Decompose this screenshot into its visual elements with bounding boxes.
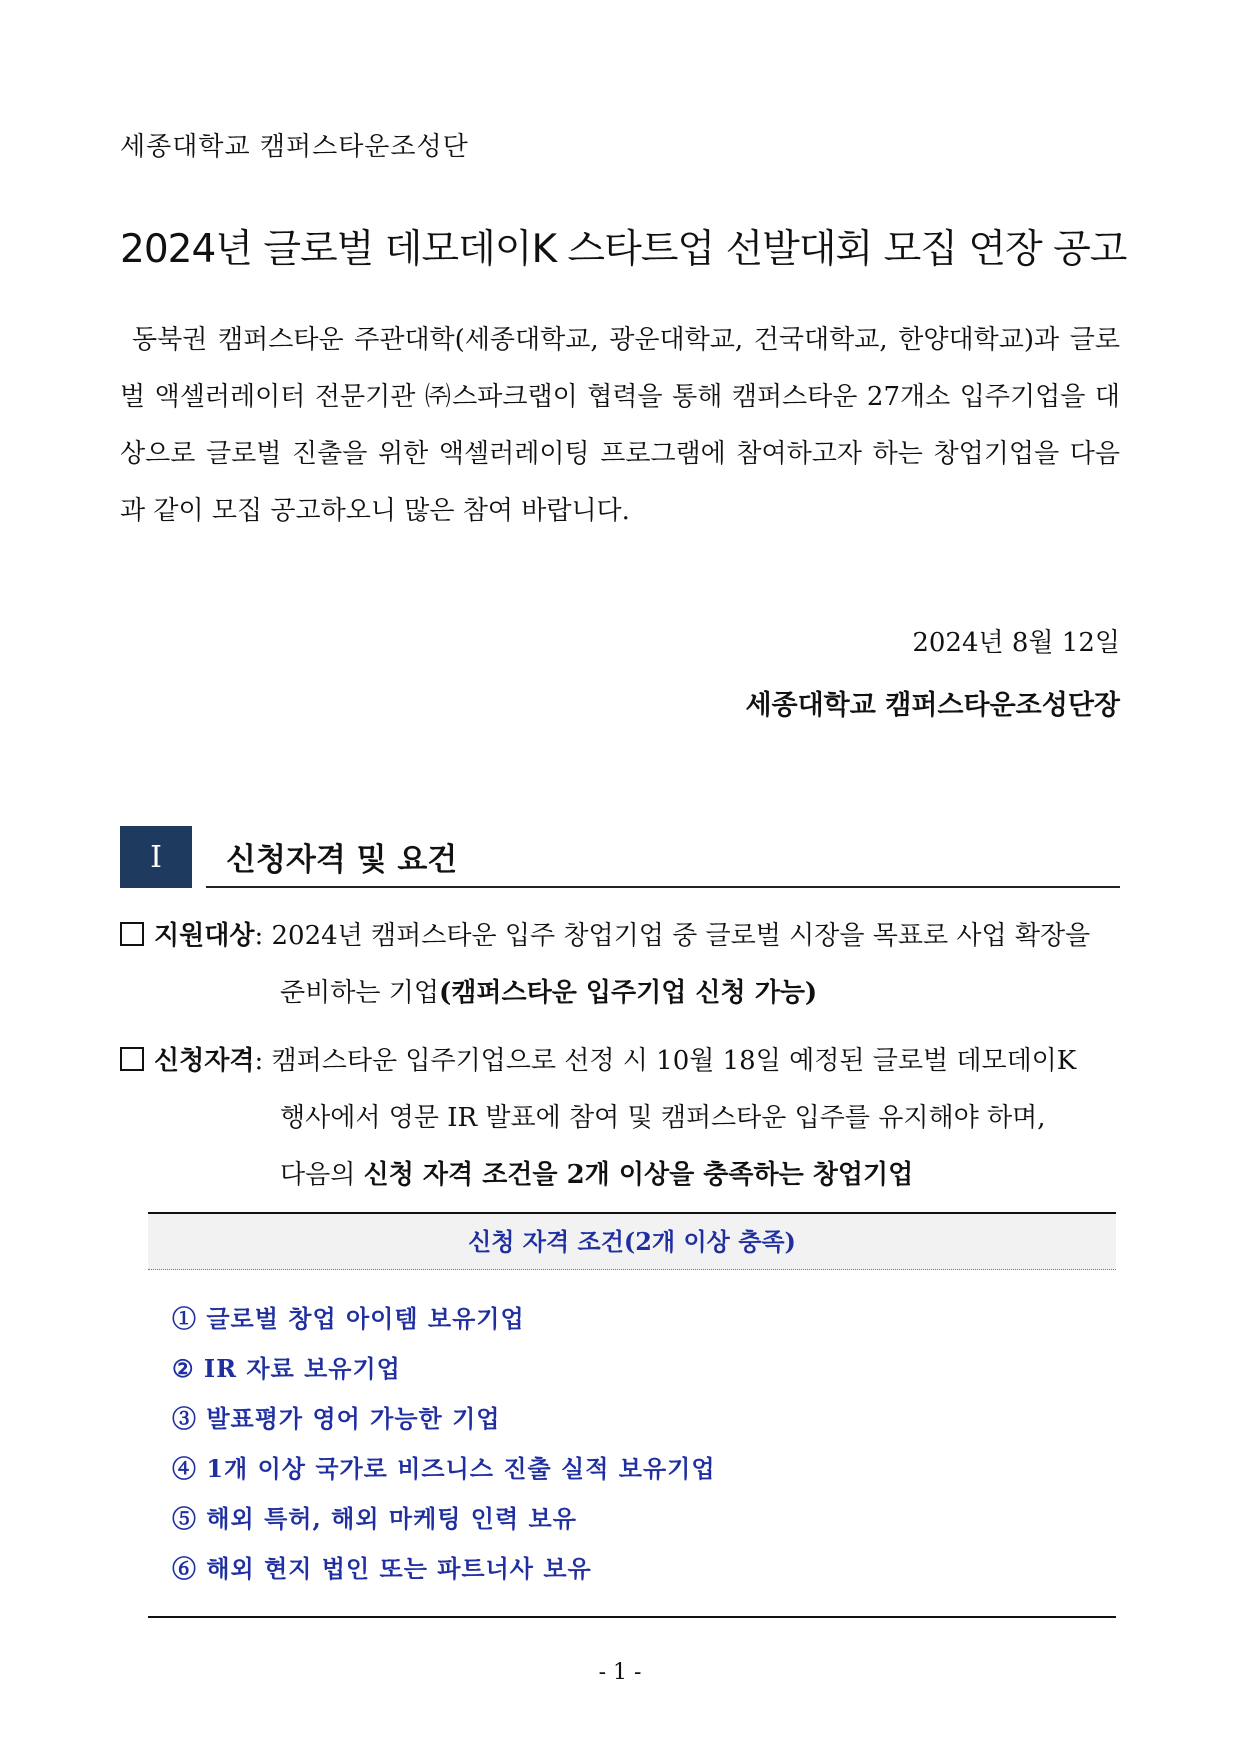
qualification-label: 신청자격 [154, 1046, 255, 1076]
target-label: 지원대상 [154, 921, 255, 951]
checkbox-square-icon [120, 1047, 144, 1071]
qualification-line-3: 다음의 [280, 1160, 364, 1190]
section-underline [206, 886, 1120, 888]
condition-item: ⑤ 해외 특허, 해외 마케팅 인력 보유 [172, 1504, 577, 1533]
target-line-1: : 2024년 캠퍼스타운 입주 창업기업 중 글로벌 시장을 목표로 사업 확장을 [254, 921, 1091, 951]
section-number-badge: Ⅰ [120, 826, 192, 888]
target-item [120, 908, 1120, 1022]
checkbox-square-icon [120, 922, 144, 946]
condition-item: ④ 1개 이상 국가로 비즈니스 진출 실적 보유기업 [172, 1454, 716, 1483]
announcement-date: 2024년 8월 12일 [912, 628, 1120, 658]
qualification-line-3-emphasis: 신청 자격 조건을 2개 이상을 충족하는 창업기업 [363, 1160, 914, 1190]
condition-item: ⑥ 해외 현지 법인 또는 파트너사 보유 [172, 1554, 592, 1583]
target-line-2-emphasis: (캠퍼스타운 입주기업 신청 가능) [438, 978, 818, 1008]
document-title: 2024년 글로벌 데모데이K 스타트업 선발대회 모집 연장 공고 [120, 227, 1127, 272]
section-header [120, 826, 1120, 888]
conditions-table [148, 1212, 1116, 1618]
intro-paragraph: 동북권 캠퍼스타운 주관대학(세종대학교, 광운대학교, 건국대학교, 한양대학교)과 글로벌 액셀러레이터 전문기관 ㈜스파크랩이 협력을 통해 캠퍼스타운 27개소 입주기업을 대상으로 글로벌 진출을 위한 액셀러레이팅 프로그램에 참여하고자 하는 창업기업을 다음과 같이 모집 공고하오니 많은 참여 바랍니다. [120, 325, 1120, 526]
signer-name: 세종대학교 캠퍼스타운조성단장 [745, 690, 1120, 721]
condition-item: ③ 발표평가 영어 가능한 기업 [172, 1404, 501, 1433]
qualification-item [120, 1033, 1120, 1204]
condition-item: ② IR 자료 보유기업 [172, 1354, 401, 1383]
qualification-line-1: : 캠퍼스타운 입주기업으로 선정 시 10월 18일 예정된 글로벌 데모데이K [254, 1046, 1077, 1076]
conditions-list [148, 1270, 1116, 1616]
organization-name: 세종대학교 캠퍼스타운조성단 [120, 132, 469, 162]
condition-item: ① 글로벌 창업 아이템 보유기업 [172, 1304, 525, 1333]
page-number: - 1 - [598, 1660, 642, 1685]
qualification-line-2: 행사에서 영문 IR 발표에 참여 및 캠퍼스타운 입주를 유지해야 하며, [280, 1103, 1046, 1133]
section-title: 신청자격 및 요건 [226, 842, 458, 878]
conditions-header: 신청 자격 조건(2개 이상 충족) [148, 1214, 1116, 1270]
target-line-2: 준비하는 기업 [280, 978, 439, 1008]
